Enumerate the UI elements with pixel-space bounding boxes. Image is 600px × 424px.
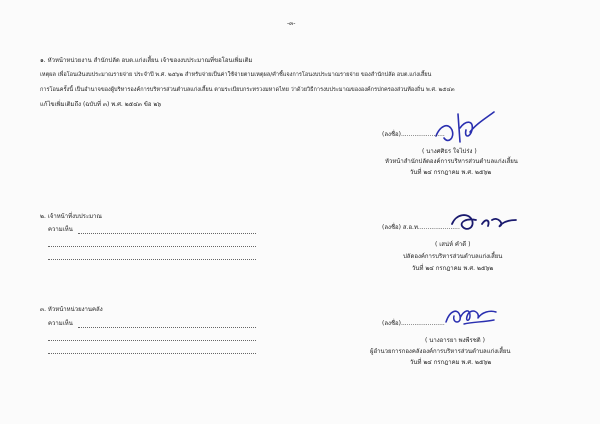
section3-opinion-line3 <box>48 353 256 354</box>
section2-opinion-line3 <box>48 259 256 260</box>
section1-reason-line1: เหตุผล เพื่อโอนเงินงบประมาณรายจ่าย ประจำปี พ.ศ. ๒๕๖๒ สำหรับจ่ายเป็นค่าใช้จ่ายตามเหตุผล/คำชี้แจงการโอนงบประมาณรายจ่าย ของสำนักปลัด อบต.แก่งเสี้ยน <box>40 72 432 78</box>
section2-opinion-line2 <box>48 246 256 247</box>
page-number: -๓- <box>287 20 296 27</box>
section2-opinion-label: ความเห็น <box>48 226 73 233</box>
section3-sign-label: (ลงชื่อ)....................... <box>382 320 445 327</box>
section2-opinion-line1 <box>78 233 256 234</box>
section2-signer-position: ปลัดองค์การบริหารส่วนตำบลแก่งเสี้ยน <box>403 253 503 260</box>
section3-signer-name: ( นางอารยา พงพีรชติ ) <box>425 337 485 344</box>
section3-signer-position: ผู้อำนวยการกองคลังองค์การบริหารส่วนตำบลแก่งเสี้ยน <box>370 348 511 355</box>
section1-signer-name: ( นางศศิธร ใจไปร่ง ) <box>422 148 477 155</box>
section1-signer-position: หัวหน้าสำนักปลัดองค์การบริหารส่วนตำบลแก่งเสี้ยน <box>385 158 518 165</box>
section2-date: วันที่ ๒๔ กรกฎาคม พ.ศ. ๒๕๖๒ <box>412 265 494 272</box>
section3-date: วันที่ ๒๔ กรกฎาคม พ.ศ. ๒๕๖๒ <box>410 359 492 366</box>
section1-reason-line3: แก้ไขเพิ่มเติมถึง (ฉบับที่ ๓) พ.ศ. ๒๕๔๓ ข้อ ๒๖ <box>40 101 162 108</box>
section1-date: วันที่ ๒๔ กรกฎาคม พ.ศ. ๒๕๖๒ <box>410 169 492 176</box>
section3-opinion-label: ความเห็น <box>48 320 73 327</box>
section2-heading: ๒. เจ้าหน้าที่งบประมาณ <box>40 213 102 220</box>
section2-signer-name: ( เสน่ห์ คำดี ) <box>435 241 471 248</box>
section1-heading: ๑. หัวหน้าหน่วยงาน สำนักปลัด อบต.แก่งเสี้ยน เจ้าของงบประมาณที่ขอโอนเพิ่มเติม <box>40 57 253 64</box>
section3-opinion-line2 <box>48 340 256 341</box>
section3-opinion-line1 <box>78 327 256 328</box>
section1-sign-label: (ลงชื่อ)....................... <box>382 131 445 138</box>
section3-heading: ๓. หัวหน้าหน่วยงานคลัง <box>40 306 103 313</box>
signature-1-image <box>430 108 500 150</box>
section1-reason-line2: การโอนครั้งนี้ เป็นอำนาจของผู้บริหารองค์การบริหารส่วนตำบลแก่งเสี้ยน ตามระเบียบกระทรวงมหาดไทย ว่าด้วยวิธีการงบประมาณขององค์กรปกครองส่วนท้องถิ่น พ.ศ. ๒๕๔๓ <box>40 87 455 93</box>
section2-sign-label: (ลงชื่อ) ส.อ.ท...................... <box>382 224 460 231</box>
signature-3-image <box>440 300 500 330</box>
